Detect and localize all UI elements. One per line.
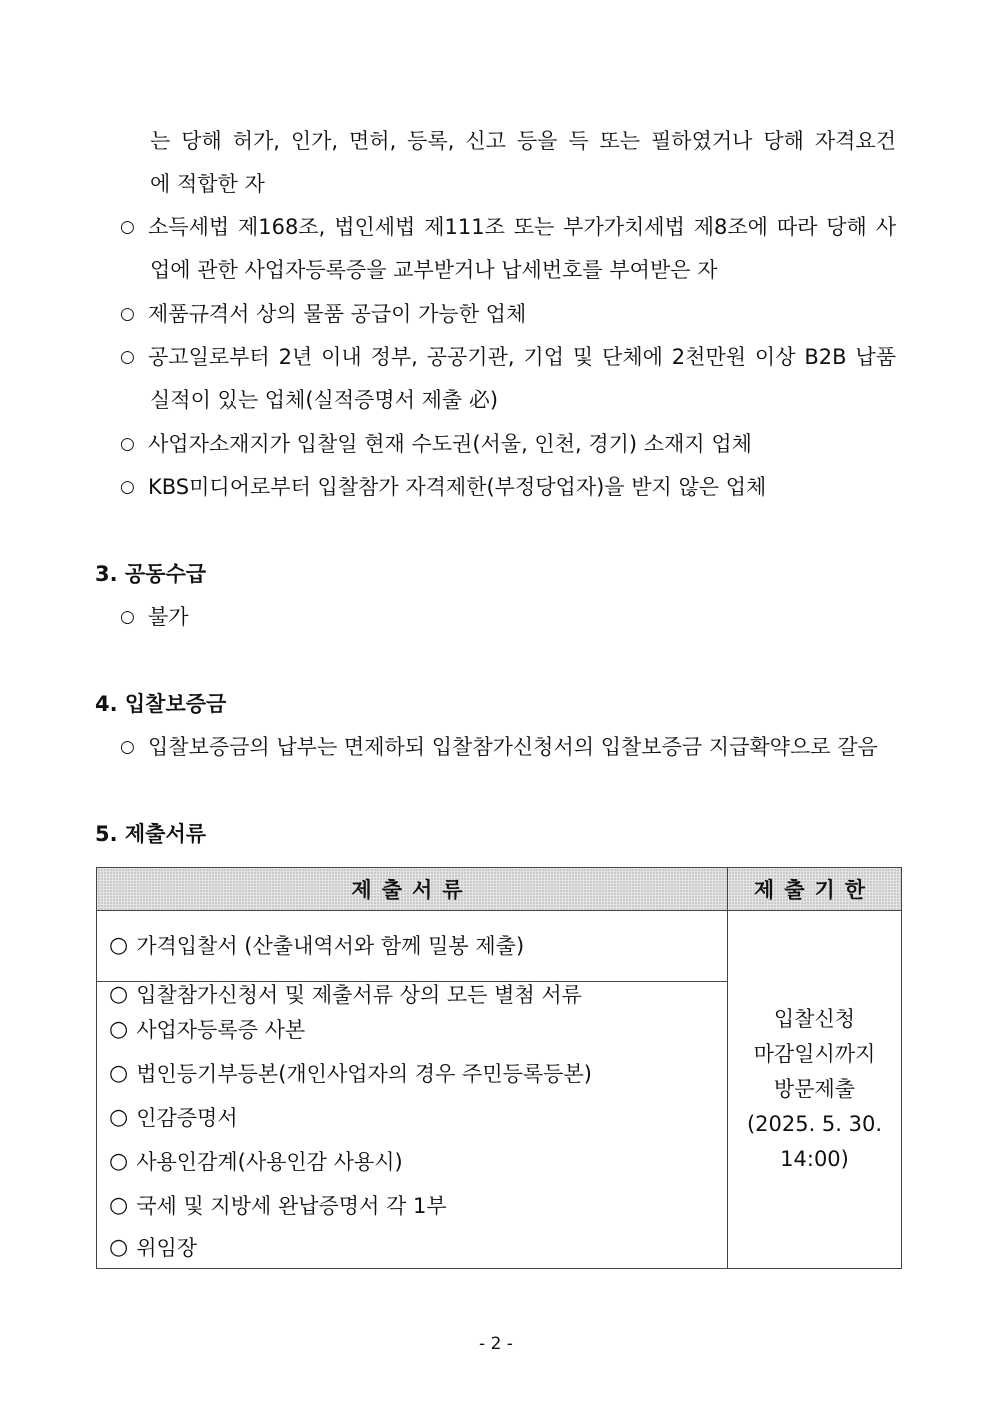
bullet-symbol: ○ — [120, 477, 135, 497]
document-item — [97, 1228, 727, 1268]
qualification-item-3-line-1: 공고일로부터 2년 이내 정부, 공공기관, 기업 및 단체에 2천만원 이상 B2B 납품 — [148, 345, 896, 369]
qualification-item-2: 제품규격서 상의 물품 공급이 가능한 업체 — [148, 302, 527, 326]
bullet-symbol: ○ — [120, 737, 135, 757]
qualification-item-5: KBS미디어로부터 입찰참가 자격제한(부정당업자)을 받지 않은 업체 — [148, 475, 767, 499]
deadline-line: 방문제출 — [773, 1077, 856, 1101]
bullet-symbol: ○ — [120, 434, 135, 454]
document-item — [97, 1184, 727, 1228]
circle-icon: ○ — [109, 1193, 129, 1218]
bullet-symbol: ○ — [120, 347, 135, 367]
document-item-label: 사용인감계(사용인감 사용시) — [136, 1150, 403, 1174]
section-3-heading: 3. 공동수급 — [95, 562, 207, 586]
deadline-line: (2025. 5. 30. — [746, 1112, 883, 1136]
deadline-line: 입찰신청 — [773, 1007, 856, 1031]
qualification-continuation-line-2: 에 적합한 자 — [150, 172, 265, 196]
document-item-label: 사업자등록증 사본 — [136, 1018, 306, 1042]
circle-icon: ○ — [109, 1061, 129, 1086]
document-cell-others — [97, 982, 728, 1269]
document-item — [97, 1052, 727, 1096]
document-item-label: 위임장 — [136, 1236, 198, 1260]
document-item — [97, 1096, 727, 1140]
section-3-item: 불가 — [148, 605, 189, 629]
page-number: - 2 - — [479, 1334, 513, 1354]
bullet-symbol: ○ — [120, 304, 135, 324]
qualification-item-1-line-1: 소득세법 제168조, 법인세법 제111조 또는 부가가치세법 제8조에 따라 당해 사 — [148, 215, 896, 239]
qualification-continuation-line-1: 는 당해 허가, 인가, 면허, 등록, 신고 등을 득 또는 필하였거나 당해 자격요건 — [150, 129, 896, 153]
circle-icon: ○ — [109, 1149, 129, 1174]
document-item — [97, 924, 727, 968]
col-header-documents: 제출서류 — [97, 868, 728, 911]
circle-icon: ○ — [109, 1017, 129, 1042]
section-5-heading: 5. 제출서류 — [95, 822, 207, 846]
document-item — [97, 1008, 727, 1052]
document-item — [97, 982, 727, 1008]
qualification-item-1-line-2: 업에 관한 사업자등록증을 교부받거나 납세번호를 부여받은 자 — [150, 258, 718, 282]
circle-icon: ○ — [109, 1105, 129, 1130]
deadline-line: 마감일시까지 — [753, 1042, 876, 1066]
col-header-deadline: 제출기한 — [728, 868, 902, 911]
qualification-item-4: 사업자소재지가 입찰일 현재 수도권(서울, 인천, 경기) 소재지 업체 — [148, 432, 752, 456]
section-4-heading: 4. 입찰보증금 — [95, 692, 227, 716]
document-item-label: 가격입찰서 (산출내역서와 함께 밀봉 제출) — [136, 934, 525, 958]
document-cell-first — [97, 911, 728, 982]
document-item-label: 입찰참가신청서 및 제출서류 상의 모든 별첨 서류 — [136, 983, 582, 1007]
bullet-symbol: ○ — [120, 217, 135, 237]
deadline-line: 14:00) — [780, 1147, 849, 1171]
deadline-cell — [728, 911, 902, 1269]
qualification-item-3-line-2: 실적이 있는 업체(실적증명서 제출 必) — [150, 388, 499, 412]
document-item-label: 인감증명서 — [136, 1106, 238, 1130]
document-item-label: 법인등기부등본(개인사업자의 경우 주민등록등본) — [136, 1062, 592, 1086]
section-4-item: 입찰보증금의 납부는 면제하되 입찰참가신청서의 입찰보증금 지급확약으로 갈음 — [148, 735, 878, 759]
bullet-symbol: ○ — [120, 607, 135, 627]
submission-documents-table — [96, 867, 902, 1269]
circle-icon: ○ — [109, 982, 129, 1007]
document-item — [97, 1140, 727, 1184]
circle-icon: ○ — [109, 933, 129, 958]
circle-icon: ○ — [109, 1235, 129, 1260]
document-item-label: 국세 및 지방세 완납증명서 각 1부 — [136, 1194, 447, 1218]
